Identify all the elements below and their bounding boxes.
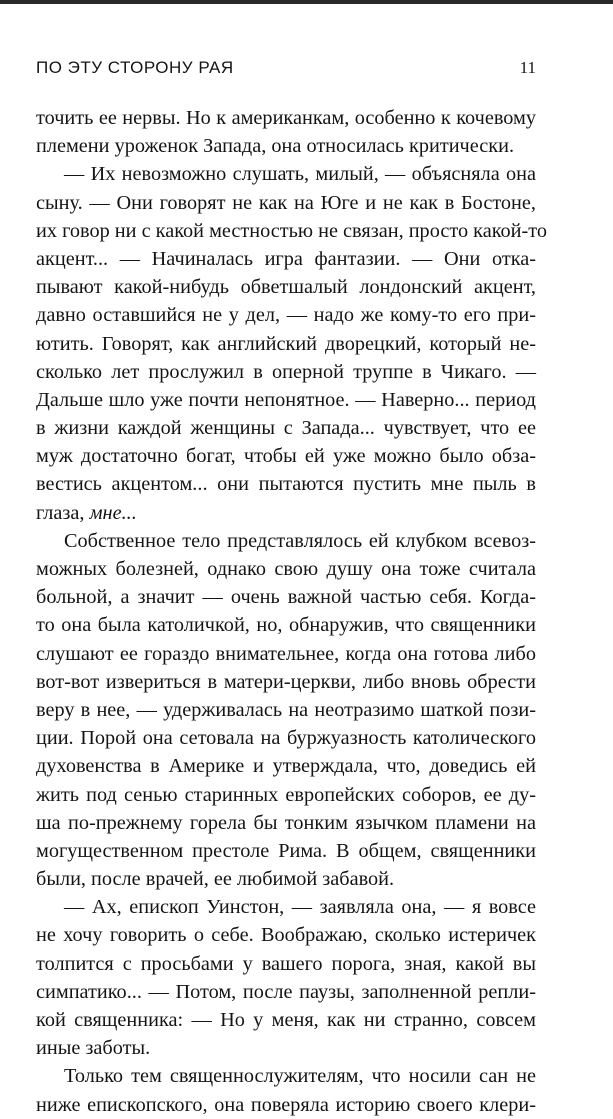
text-line: ютить. Говорят, как английский дворецкий, который не-	[36, 332, 536, 355]
text-fragment: глаза,	[36, 501, 90, 524]
text-line: сыну. — Они говорят не как на Юге и не как в Бостоне,	[36, 191, 536, 214]
text-line: больной, а значит — очень важной частью себя. Когда-	[36, 586, 536, 609]
text-line: муж достаточно богат, чтобы ей уже можно было обза-	[36, 445, 536, 468]
paragraph	[36, 1062, 536, 1118]
emphasis-text: мне...	[89, 501, 137, 524]
text-line: ша по-прежнему горела бы тонким язычком пламени на	[36, 811, 536, 834]
text-line: — Их невозможно слушать, милый, — объясняла она	[64, 163, 536, 186]
paragraph	[36, 104, 536, 160]
page-header	[36, 58, 536, 82]
text-line: акцент... — Начиналась игра фантазии. — Они отка-	[36, 247, 536, 270]
paragraph	[36, 893, 536, 1062]
text-line: вестись акцентом... они пытаются пустить мне пыль в	[36, 473, 536, 496]
body-text	[36, 104, 548, 1119]
text-line	[36, 499, 536, 527]
text-line: могущественном престоле Рима. В общем, священники	[36, 839, 536, 862]
text-line: Собственное тело представлялось ей клубком всевоз-	[64, 529, 536, 552]
page-number: 11	[519, 58, 536, 77]
text-line: духовенства в Америке и утверждала, что, доведись ей	[36, 755, 536, 778]
paragraph	[36, 160, 548, 526]
text-line: — Ах, епископ Уинстон, — заявляла она, — я вовсе	[64, 896, 536, 919]
text-line: симпатико... — Потом, после паузы, заполненной репли-	[36, 980, 536, 1003]
text-line: их говор ни с какой местностью не связан, просто какой-то	[36, 219, 548, 242]
text-line: толпится с просьбами у вашего порога, зная, какой вы	[36, 952, 536, 975]
paragraph	[36, 527, 536, 893]
text-line: давно оставшийся не у дел, — надо же кому-то его при-	[36, 304, 536, 327]
text-line: кой священника: — Но у меня, как ни странно, совсем	[36, 1009, 536, 1031]
text-line: то она была католичкой, но, обнаружив, что священники	[36, 614, 536, 637]
text-line: племени уроженок Запада, она относилась критически.	[36, 135, 515, 158]
text-line: веру в нее, — удерживалась на неотразимо шаткой пози-	[36, 698, 536, 721]
text-line: пывают какой-нибудь обветшалый лондонский акцент,	[36, 276, 536, 299]
text-line: в жизни каждой женщины с Запада... чувствует, что ее	[36, 417, 536, 440]
text-line: ции. Порой она сетовала на буржуазность католического	[36, 727, 536, 750]
text-line: точить ее нервы. Но к американкам, особенно к кочевому	[36, 107, 536, 129]
text-line: сколько лет прослужил в оперной труппе в Чикаго. —	[36, 360, 536, 383]
text-line: были, после врачей, ее любимой забавой.	[36, 868, 395, 891]
text-line: вот-вот извериться в матери-церкви, либо вновь обрести	[36, 670, 536, 693]
text-line: жить под сенью старинных европейских соборов, ее ду-	[36, 783, 536, 806]
text-line: слушают ее гораздо внимательнее, когда она готова либо	[36, 642, 536, 665]
text-line: иные заботы.	[36, 1037, 151, 1060]
text-line: можных болезней, однако свою душу она тоже считала	[36, 558, 536, 580]
text-line: Дальше шло уже почти непонятное. — Наверно... период	[36, 388, 536, 411]
running-title: ПО ЭТУ СТОРОНУ РАЯ	[36, 58, 234, 77]
text-line: не хочу говорить о себе. Воображаю, сколько истеричек	[36, 924, 536, 947]
text-line: Только тем священнослужителям, что носили сан не	[64, 1065, 536, 1088]
top-edge-rule	[0, 0, 613, 4]
text-line: ниже епископского, она поверяла историю своего клери-	[36, 1093, 536, 1116]
